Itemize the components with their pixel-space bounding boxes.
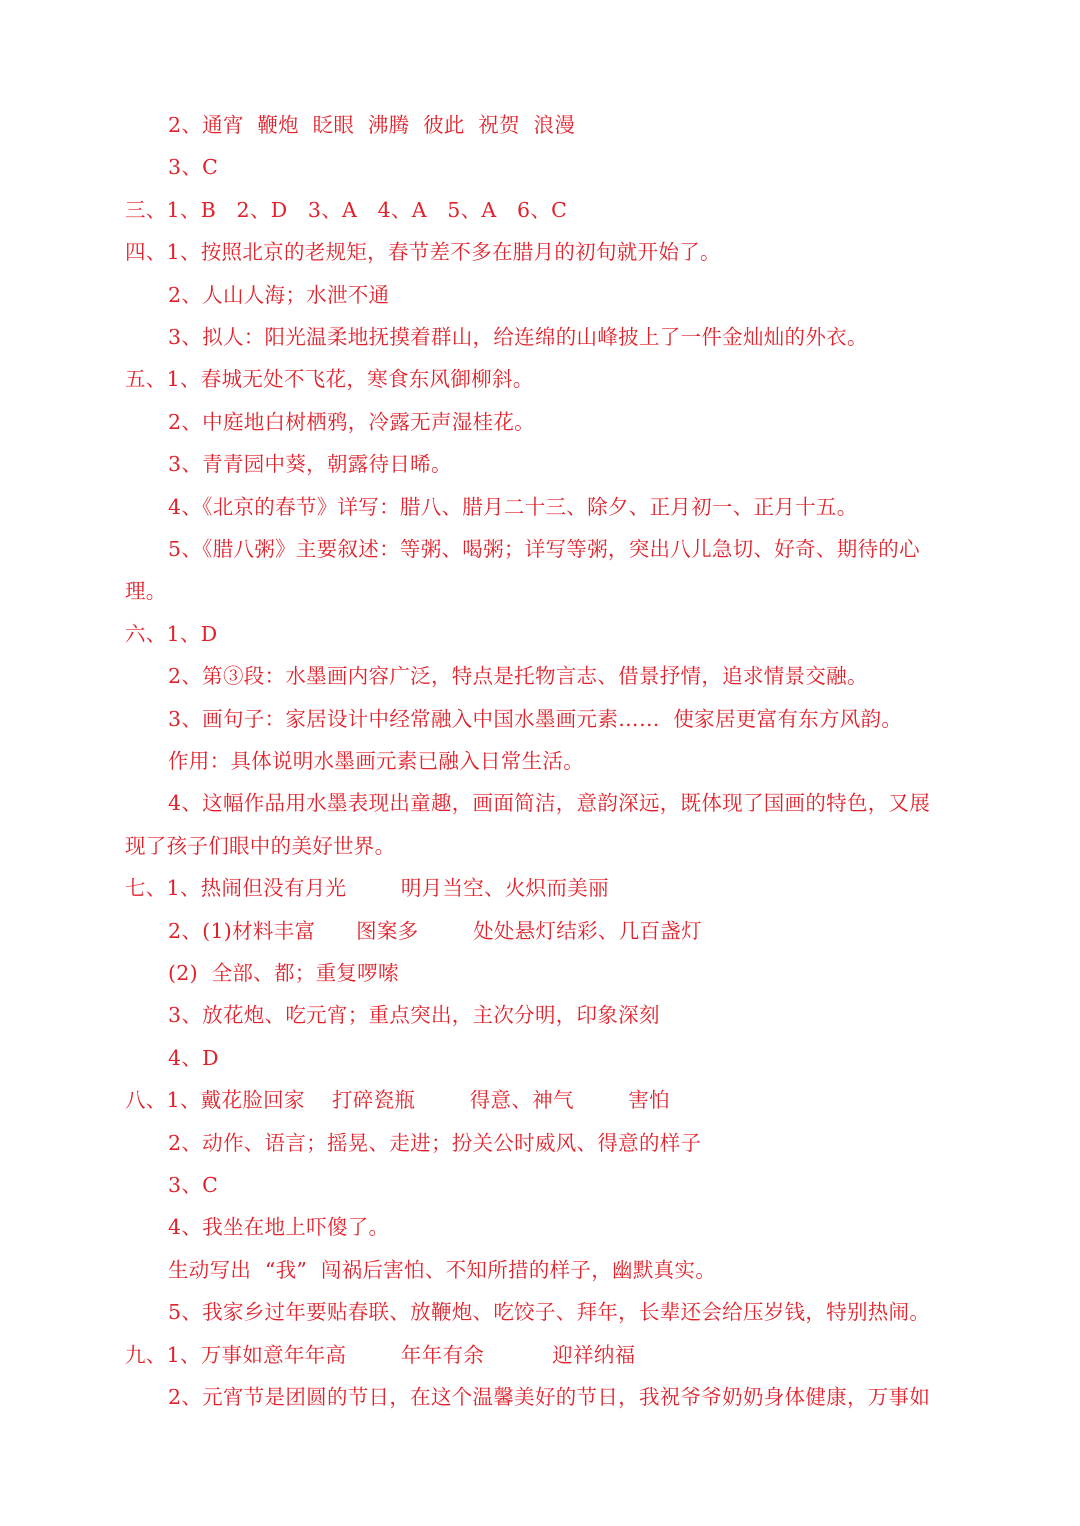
answer-line: 4、这幅作品用水墨表现出童趣，画面简洁，意韵深远，既体现了国画的特色，又展 [168,791,931,816]
answer-line: 4、《北京的春节》详写：腊八、腊月二十三、除夕、正月初一、正月十五。 [168,494,858,519]
answer-line: 5、我家乡过年要贴春联、放鞭炮、吃饺子、拜年，长辈还会给压岁钱，特别热闹。 [168,1300,931,1325]
answer-line: 理。 [125,579,167,604]
answer-line: (2) 全部、都；重复啰嗦 [168,961,399,985]
answer-line: 三、1、B 2、D 3、A 4、A 5、A 6、C [125,197,568,222]
answer-line: 2、动作、语言；摇晃、走进；扮关公时威风、得意的样子 [168,1130,702,1155]
answer-line: 四、1、按照北京的老规矩，春节差不多在腊月的初旬就开始了。 [125,240,721,265]
answer-line: 七、1、热闹但没有月光 明月当空、火炽而美丽 [125,876,609,901]
answer-line: 4、我坐在地上吓傻了。 [168,1215,390,1240]
answer-line: 2、元宵节是团圆的节日，在这个温馨美好的节日，我祝爷爷奶奶身体健康，万事如 [168,1385,931,1409]
answer-line: 作用：具体说明水墨画元素已融入日常生活。 [168,749,584,773]
answer-line: 八、1、戴花脸回家 打碎瓷瓶 得意、神气 害怕 [125,1088,670,1113]
answer-line: 3、放花炮、吃元宵；重点突出，主次分明，印象深刻 [168,1003,660,1028]
answer-line: 2、第③段：水墨画内容广泛，特点是托物言志、借景抒情，追求情景交融。 [168,664,868,689]
answer-line: 3、青青园中葵，朝露待日晞。 [168,452,452,477]
answer-line: 2、(1)材料丰富 图案多 处处悬灯结彩、几百盏灯 [168,918,702,943]
answer-line: 九、1、万事如意年年高 年年有余 迎祥纳福 [125,1342,636,1367]
answer-line: 五、1、春城无处不飞花，寒食东风御柳斜。 [125,367,534,392]
answer-line: 3、拟人：阳光温柔地抚摸着群山，给连绵的山峰披上了一件金灿灿的外衣。 [168,325,868,349]
answer-line: 六、1、D [125,621,218,646]
answer-line: 2、人山人海；水泄不通 [168,282,390,307]
answer-line: 2、通宵 鞭炮 眨眼 沸腾 彼此 祝贺 浪漫 [168,113,576,137]
answer-line: 5、《腊八粥》主要叙述：等粥、喝粥；详写等粥，突出八儿急切、好奇、期待的心 [168,537,920,561]
answer-line: 4、D [168,1045,219,1070]
answer-line: 生动写出 “我” 闯祸后害怕、不知所措的样子，幽默真实。 [168,1257,717,1282]
answer-line: 3、C [168,1173,219,1197]
answer-line: 现了孩子们眼中的美好世界。 [125,833,396,858]
answer-line: 3、画句子：家居设计中经常融入中国水墨画元素…… 使家居更富有东方风韵。 [168,706,903,731]
answer-line: 2、中庭地白树栖鸦，冷露无声湿桂花。 [168,409,535,434]
answer-line: 3、C [168,155,219,180]
